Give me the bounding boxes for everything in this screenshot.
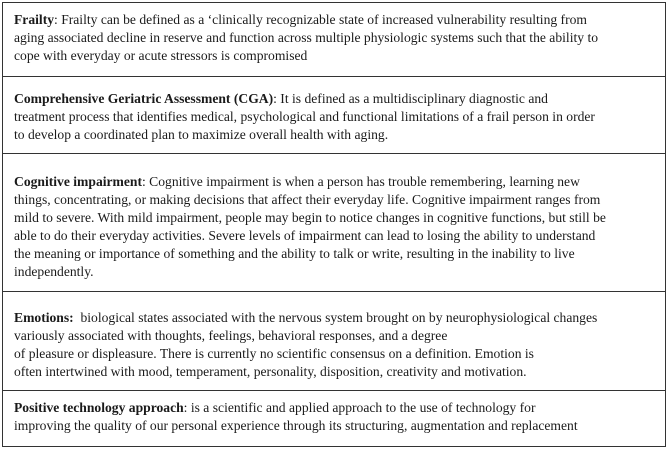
definition-term: Cognitive impairment: [14, 174, 142, 189]
definition-row-cga: [3, 77, 665, 154]
definition-line: aging associated decline in reserve and function across multiple physiologic systems such that the ability to: [14, 30, 599, 45]
definition-line: [14, 90, 665, 108]
definition-text: : is a scientific and applied approach to the use of technology for: [183, 400, 536, 415]
definition-line: [14, 11, 665, 29]
definition-line: things, concentrating, or making decisions that affect their everyday life. Cognitive impairment ranges from: [14, 192, 601, 207]
definition-text: biological states associated with the nervous system brought on by neurophysiological changes: [73, 310, 598, 325]
definition-line: independently.: [14, 264, 94, 279]
definition-row-cognitive-impairment: [3, 154, 665, 292]
definition-row-positive-technology: [3, 391, 665, 446]
definition-line: variously associated with thoughts, feelings, behavioral responses, and a degree: [14, 328, 448, 343]
definition-line: the meaning or importance of something and the ability to talk or write, resulting in the inability to live: [14, 246, 575, 261]
definition-line: [14, 309, 665, 327]
definition-line: able to do their everyday activities. Severe levels of impairment can lead to losing the ability to understand: [14, 228, 596, 243]
definition-line: to develop a coordinated plan to maximize overall health with aging.: [14, 127, 389, 142]
definition-term: Frailty: [14, 12, 55, 27]
definition-text: : Cognitive impairment is when a person has trouble remembering, learning new: [142, 174, 580, 189]
definition-row-frailty: [3, 3, 665, 77]
definition-term: Positive technology approach: [14, 400, 184, 415]
definition-row-emotions: [3, 292, 665, 391]
definition-line: mild to severe. With mild impairment, people may begin to notice changes in cognitive functions, but still be: [14, 210, 606, 225]
definition-line: of pleasure or displeasure. There is currently no scientific consensus on a definition. Emotion is: [14, 346, 534, 361]
definition-line: [14, 399, 665, 417]
definition-term: Comprehensive Geriatric Assessment (CGA): [14, 91, 274, 106]
definition-line: cope with everyday or acute stressors is compromised: [14, 48, 308, 63]
definition-line: improving the quality of our personal experience through its structuring, augmentation and replacement: [14, 418, 578, 433]
definition-line: [14, 173, 665, 191]
definition-term: Emotions:: [14, 310, 74, 325]
definition-line: treatment process that identifies medical, psychological and functional limitations of a frail person in order: [14, 109, 595, 124]
definition-text: : Frailty can be defined as a ‘clinically recognizable state of increased vulnerability resulting from: [54, 12, 587, 27]
definitions-table: [2, 2, 666, 447]
definition-line: often intertwined with mood, temperament, personality, disposition, creativity and motivation.: [14, 364, 527, 379]
definition-text: : It is defined as a multidisciplinary diagnostic and: [273, 91, 548, 106]
